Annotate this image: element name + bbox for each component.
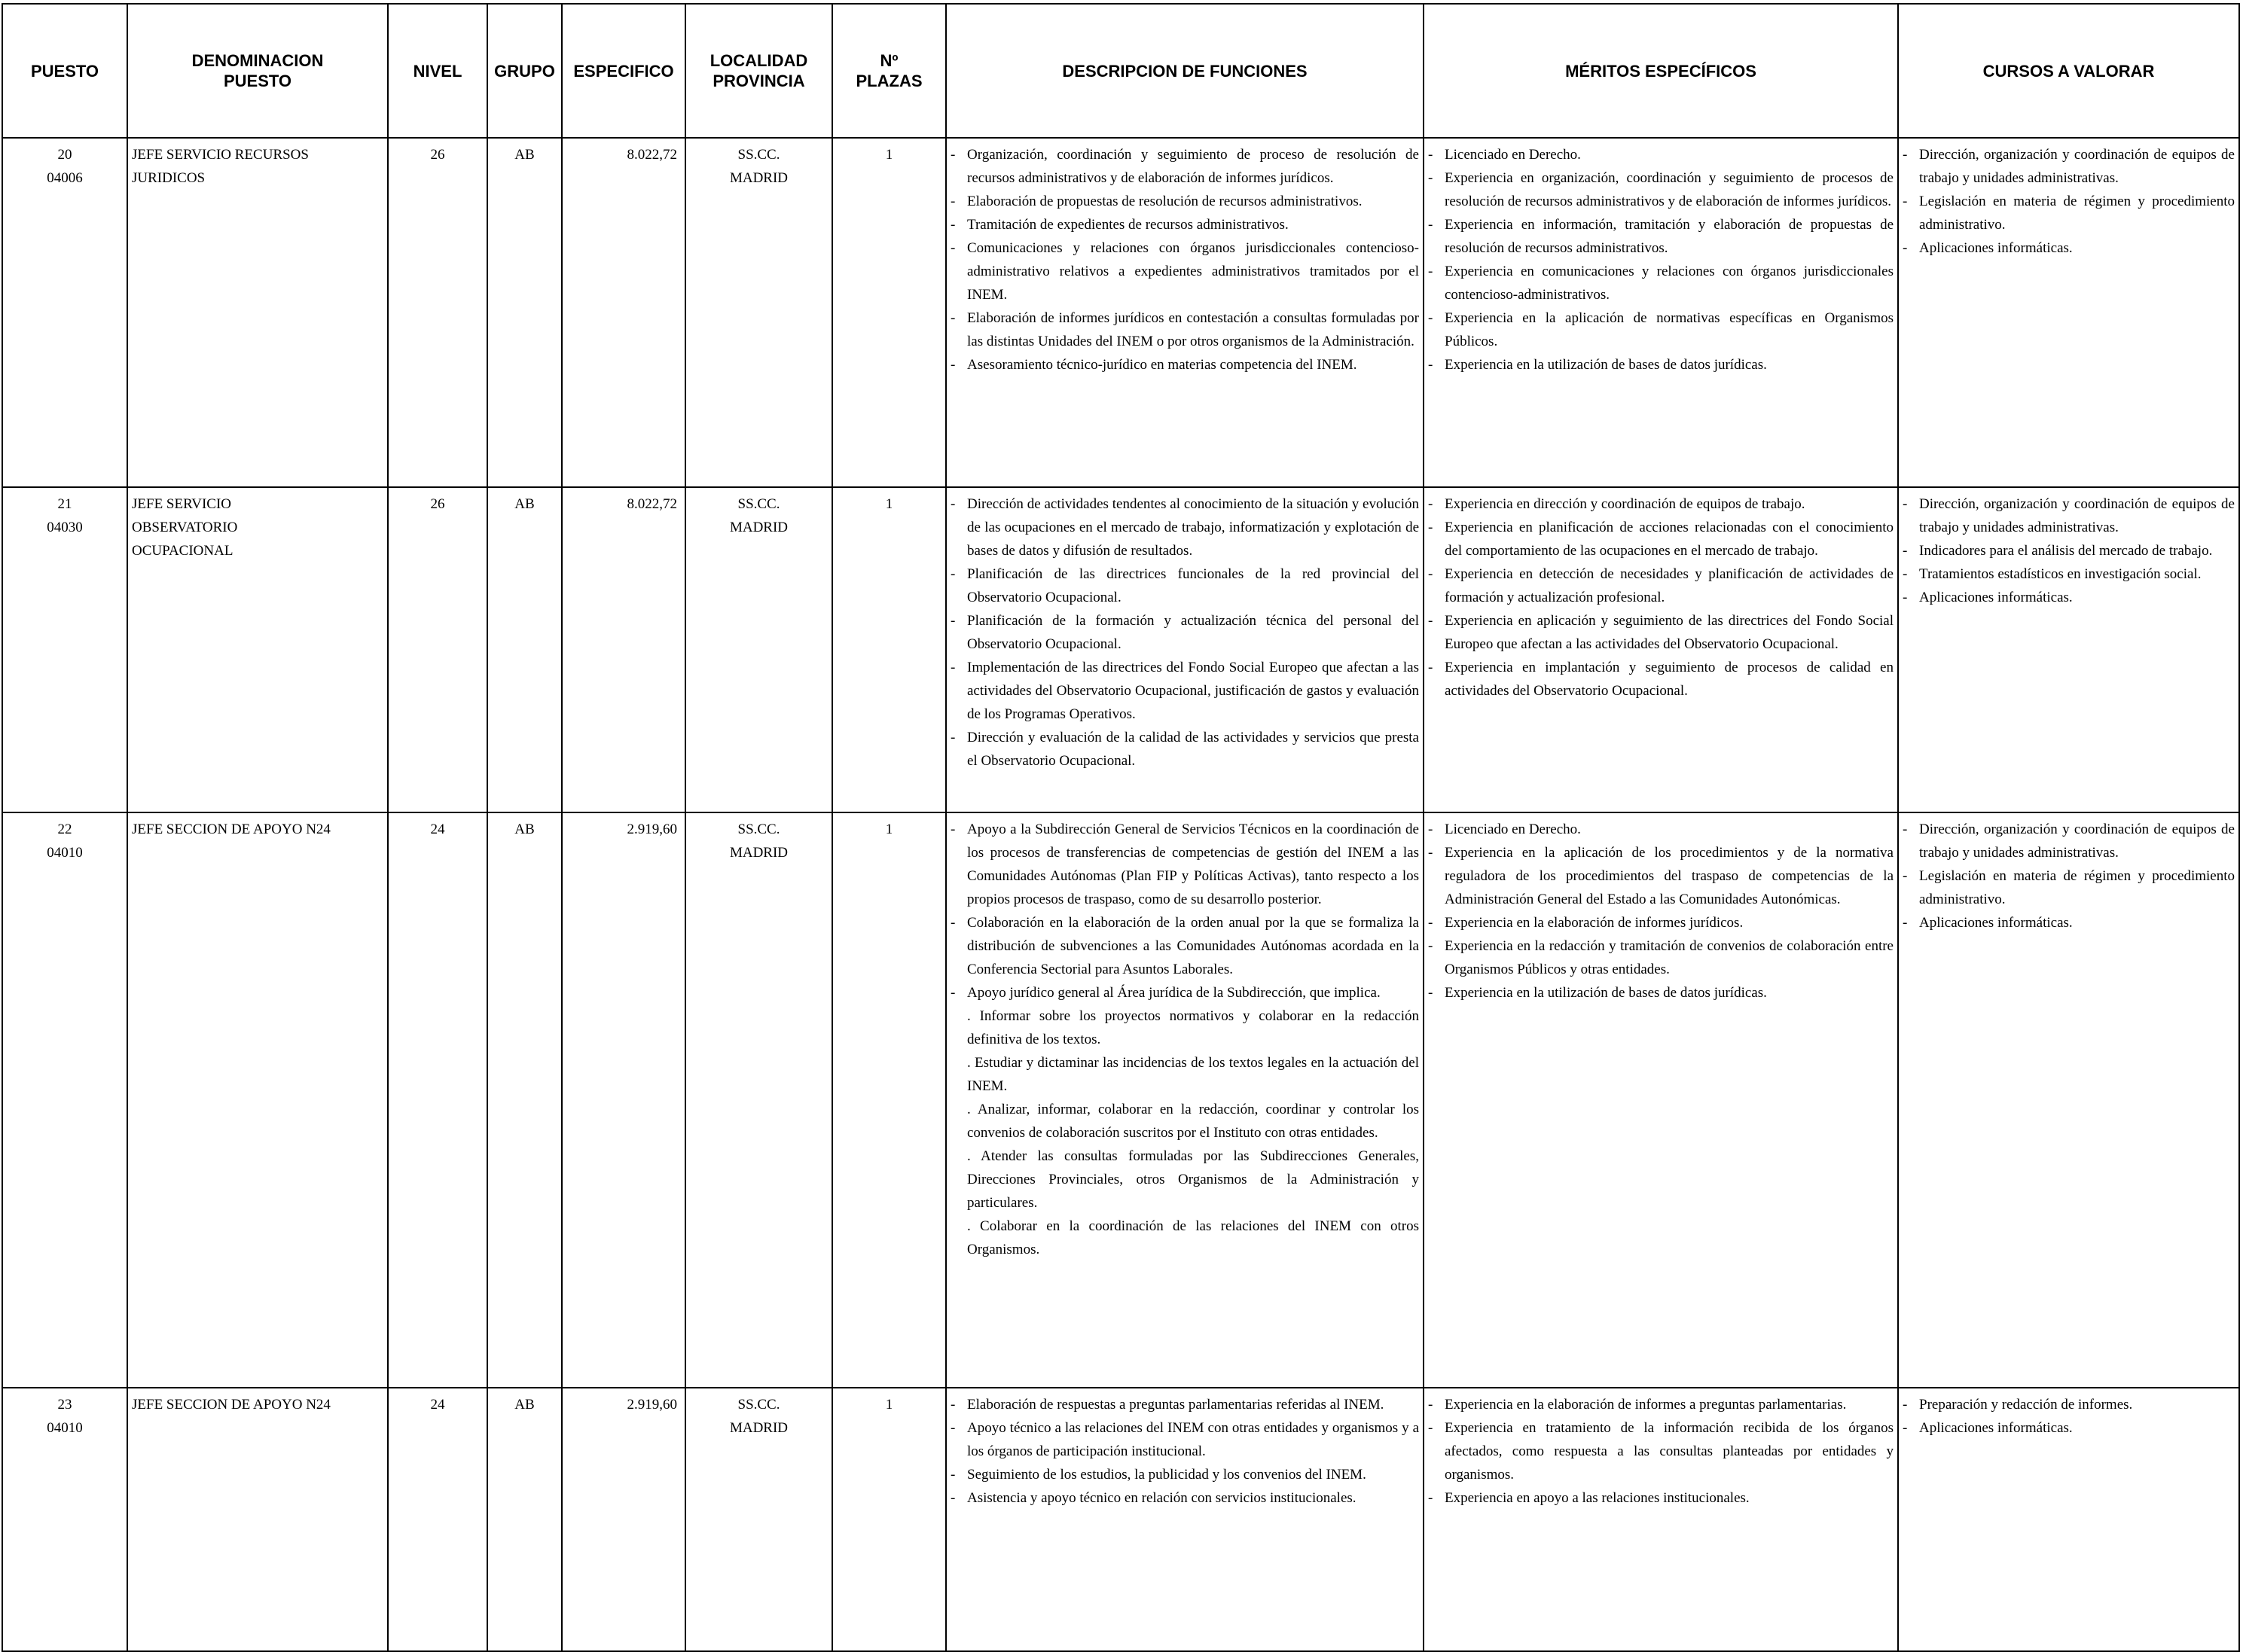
funciones-text: Elaboración de respuestas a preguntas parlamentarias referidas al INEM.: [967, 1397, 1384, 1413]
list-item: [1428, 306, 1894, 353]
cell-localidad: [685, 138, 832, 487]
list-item: [951, 306, 1419, 353]
cell-puesto: [2, 487, 127, 812]
cursos-list: [1903, 492, 2235, 609]
bullet-dash: -: [951, 915, 956, 931]
cell-funciones: [946, 487, 1424, 812]
puesto-number: 22: [57, 821, 72, 837]
puesto-code: 04010: [47, 845, 83, 861]
cell-puesto: [2, 1388, 127, 1651]
puesto-number: 23: [57, 1397, 72, 1413]
bullet-dash: -: [1428, 613, 1433, 629]
list-item: [1428, 143, 1894, 166]
bullet-dash: -: [1428, 217, 1433, 233]
cell-especifico: [562, 812, 685, 1388]
bullet-dash: -: [951, 1397, 956, 1413]
puesto-code: 04010: [47, 1420, 83, 1436]
bullet-dash: -: [1903, 1397, 1908, 1413]
meritos-text: Experiencia en apoyo a las relaciones institucionales.: [1445, 1490, 1750, 1506]
cell-meritos: [1424, 138, 1898, 487]
denominacion-line: JEFE SERVICIO RECURSOS: [132, 147, 309, 163]
list-item: [1903, 1416, 2235, 1440]
list-item: [951, 1215, 1419, 1261]
cell-nivel: [388, 138, 487, 487]
cell-puesto: [2, 812, 127, 1388]
bullet-dash: -: [951, 1490, 956, 1506]
list-item: [951, 981, 1419, 1004]
bullet-dash: -: [1428, 520, 1433, 535]
denominacion-line: JEFE SECCION DE APOYO N24: [132, 1397, 331, 1413]
cell-funciones: [946, 1388, 1424, 1651]
meritos-text: Experiencia en la redacción y tramitación de convenios de colaboración entre Organismos Públicos y otras entidades.: [1445, 938, 1894, 977]
bullet-dash: -: [951, 660, 956, 675]
nivel-value: 26: [430, 147, 445, 163]
table-row: [2, 138, 2239, 487]
list-item: [951, 726, 1419, 773]
bullet-dash: -: [951, 1420, 956, 1436]
bullet-dash: -: [951, 613, 956, 629]
list-item: [951, 1463, 1419, 1486]
list-item: [1428, 516, 1894, 562]
nivel-value: 24: [430, 1397, 445, 1413]
funciones-text: Apoyo jurídico general al Área jurídica de la Subdirección, que implica.: [967, 985, 1381, 1001]
bullet-dash: -: [1428, 1420, 1433, 1436]
cursos-text: Aplicaciones informáticas.: [1919, 1420, 2073, 1436]
list-item: [951, 492, 1419, 562]
table-row: [2, 812, 2239, 1388]
funciones-text: . Estudiar y dictaminar las incidencias de los textos legales en la actuación del INEM.: [967, 1055, 1419, 1094]
especifico-value: 8.022,72: [627, 496, 677, 512]
list-item: [1428, 934, 1894, 981]
cell-cursos: [1898, 1388, 2239, 1651]
cursos-list: [1903, 818, 2235, 934]
list-item: [1903, 143, 2235, 190]
table-row: [2, 487, 2239, 812]
col-header-puesto: PUESTO: [2, 4, 127, 138]
funciones-text: . Atender las consultas formuladas por las Subdirecciones Generales, Direcciones Provinciales, otros Organismos de la Administración y particulares.: [967, 1148, 1419, 1211]
cell-grupo: [487, 812, 562, 1388]
funciones-text: . Colaborar en la coordinación de las relaciones del INEM con otros Organismos.: [967, 1218, 1419, 1257]
cursos-text: Tratamientos estadísticos en investigación social.: [1919, 566, 2202, 582]
cell-cursos: [1898, 138, 2239, 487]
list-item: [1903, 539, 2235, 562]
localidad-value: SS.CC.: [737, 1397, 780, 1413]
cursos-text: Aplicaciones informáticas.: [1919, 240, 2073, 256]
bullet-dash: -: [1428, 821, 1433, 837]
list-item: [1428, 656, 1894, 703]
grupo-value: AB: [514, 821, 535, 837]
meritos-text: Licenciado en Derecho.: [1445, 147, 1581, 163]
list-item: [1428, 1416, 1894, 1486]
funciones-text: Apoyo técnico a las relaciones del INEM con otras entidades y organismos y a los órganos de participación institucional.: [967, 1420, 1419, 1459]
funciones-list: [951, 1393, 1419, 1510]
puesto-number: 20: [57, 147, 72, 163]
cell-plazas: [832, 487, 946, 812]
list-item: [1903, 1393, 2235, 1416]
meritos-text: Experiencia en la aplicación de normativas específicas en Organismos Públicos.: [1445, 310, 1894, 349]
especifico-value: 2.919,60: [627, 821, 677, 837]
bullet-dash: -: [1428, 357, 1433, 373]
list-item: [951, 1486, 1419, 1510]
list-item: [1428, 609, 1894, 656]
meritos-list: [1428, 143, 1894, 376]
list-item: [1428, 353, 1894, 376]
cursos-text: Dirección, organización y coordinación de equipos de trabajo y unidades administrativas.: [1919, 496, 2235, 535]
cursos-text: Dirección, organización y coordinación de equipos de trabajo y unidades administrativas.: [1919, 147, 2235, 186]
cell-cursos: [1898, 812, 2239, 1388]
funciones-text: . Analizar, informar, colaborar en la redacción, coordinar y controlar los convenios de colaboración suscritos por el Instituto con otras entidades.: [967, 1102, 1419, 1141]
bullet-dash: -: [1428, 845, 1433, 861]
funciones-text: Dirección y evaluación de la calidad de las actividades y servicios que presta el Observatorio Ocupacional.: [967, 730, 1419, 769]
cursos-text: Legislación en materia de régimen y procedimiento administrativo.: [1919, 194, 2235, 233]
col-header-nivel: NIVEL: [388, 4, 487, 138]
meritos-text: Experiencia en planificación de acciones relacionadas con el conocimiento del comportamiento de las ocupaciones en el mercado de trabajo.: [1445, 520, 1894, 559]
col-header-cursos: CURSOS A VALORAR: [1898, 4, 2239, 138]
cursos-text: Legislación en materia de régimen y procedimiento administrativo.: [1919, 868, 2235, 907]
meritos-text: Experiencia en comunicaciones y relaciones con órganos jurisdiccionales contencioso-administrativos.: [1445, 264, 1894, 303]
list-item: [1428, 260, 1894, 306]
cell-especifico: [562, 138, 685, 487]
funciones-text: Asesoramiento técnico-jurídico en materias competencia del INEM.: [967, 357, 1357, 373]
bullet-dash: -: [951, 240, 956, 256]
meritos-list: [1428, 1393, 1894, 1510]
funciones-list: [951, 492, 1419, 773]
col-header-meritos: MÉRITOS ESPECÍFICOS: [1424, 4, 1898, 138]
puesto-number: 21: [57, 496, 72, 512]
cell-meritos: [1424, 812, 1898, 1388]
funciones-text: Planificación de las directrices funcionales de la red provincial del Observatorio Ocupacional.: [967, 566, 1419, 605]
bullet-dash: -: [1903, 868, 1908, 884]
cell-nivel: [388, 487, 487, 812]
bullet-dash: -: [1903, 496, 1908, 512]
list-item: [951, 818, 1419, 911]
provincia-value: MADRID: [729, 520, 789, 535]
bullet-dash: -: [1903, 147, 1908, 163]
cell-especifico: [562, 1388, 685, 1651]
cursos-text: Dirección, organización y coordinación de equipos de trabajo y unidades administrativas.: [1919, 821, 2235, 861]
cell-grupo: [487, 487, 562, 812]
meritos-text: Experiencia en la aplicación de los procedimientos y de la normativa reguladora de los procedimientos del traspaso de competencias de la Administración General del Estado a las Comunidades Autonómicas.: [1445, 845, 1894, 907]
cell-denominacion: [127, 812, 388, 1388]
funciones-text: Seguimiento de los estudios, la publicidad y los convenios del INEM.: [967, 1467, 1366, 1483]
cell-localidad: [685, 1388, 832, 1651]
especifico-value: 2.919,60: [627, 1397, 677, 1413]
provincia-value: MADRID: [729, 1420, 789, 1436]
col-header-grupo: GRUPO: [487, 4, 562, 138]
cell-grupo: [487, 138, 562, 487]
bullet-dash: -: [1428, 938, 1433, 954]
list-item: [1428, 1486, 1894, 1510]
list-item: [951, 236, 1419, 306]
job-positions-sheet: [2, 3, 2240, 1652]
localidad-value: SS.CC.: [737, 496, 780, 512]
denominacion-line: JEFE SERVICIO: [132, 496, 232, 512]
cell-cursos: [1898, 487, 2239, 812]
list-item: [1903, 236, 2235, 260]
cell-meritos: [1424, 487, 1898, 812]
bullet-dash: -: [1428, 660, 1433, 675]
list-item: [951, 190, 1419, 213]
list-item: [1903, 190, 2235, 236]
cell-denominacion: [127, 1388, 388, 1651]
funciones-text: Elaboración de propuestas de resolución de recursos administrativos.: [967, 194, 1363, 209]
puesto-code: 04030: [47, 520, 83, 535]
list-item: [951, 1416, 1419, 1463]
cursos-text: Indicadores para el análisis del mercado de trabajo.: [1919, 543, 2213, 559]
list-item: [951, 1004, 1419, 1051]
cell-localidad: [685, 812, 832, 1388]
plazas-value: 1: [885, 1397, 893, 1413]
list-item: [1903, 818, 2235, 864]
funciones-text: Tramitación de expedientes de recursos administrativos.: [967, 217, 1289, 233]
cursos-text: Aplicaciones informáticas.: [1919, 590, 2073, 605]
funciones-text: Colaboración en la elaboración de la orden anual por la que se formaliza la distribución de subvenciones a las Comunidades Autónomas acordada en la Conferencia Sectorial para Asuntos Laborales.: [967, 915, 1419, 977]
bullet-dash: -: [1428, 264, 1433, 279]
col-header-plazas: Nº PLAZAS: [832, 4, 946, 138]
meritos-text: Licenciado en Derecho.: [1445, 821, 1581, 837]
especifico-value: 8.022,72: [627, 147, 677, 163]
col-header-denominacion: DENOMINACION PUESTO: [127, 4, 388, 138]
col-header-funciones: DESCRIPCION DE FUNCIONES: [946, 4, 1424, 138]
list-item: [1903, 864, 2235, 911]
funciones-list: [951, 143, 1419, 376]
list-item: [1428, 818, 1894, 841]
meritos-text: Experiencia en tratamiento de la información recibida de los órganos afectados, como respuesta a las consultas planteadas por entidades y organismos.: [1445, 1420, 1894, 1483]
list-item: [1428, 841, 1894, 911]
funciones-list: [951, 818, 1419, 1261]
cell-funciones: [946, 138, 1424, 487]
list-item: [951, 1098, 1419, 1145]
funciones-text: Elaboración de informes jurídicos en contestación a consultas formuladas por las distintas Unidades del INEM o por otros organismos de la Administración.: [967, 310, 1419, 349]
bullet-dash: -: [951, 566, 956, 582]
plazas-value: 1: [885, 496, 893, 512]
denominacion-line: OCUPACIONAL: [132, 543, 233, 559]
funciones-text: Dirección de actividades tendentes al conocimiento de la situación y evolución de las ocupaciones en el mercado de trabajo, informatización y explotación de bases de datos y difusión de resultados.: [967, 496, 1419, 559]
bullet-dash: -: [1428, 1397, 1433, 1413]
list-item: [1428, 1393, 1894, 1416]
meritos-text: Experiencia en la elaboración de informes a preguntas parlamentarias.: [1445, 1397, 1847, 1413]
header-row: [2, 4, 2239, 138]
list-item: [951, 609, 1419, 656]
funciones-text: Implementación de las directrices del Fondo Social Europeo que afectan a las actividades del Observatorio Ocupacional, justificación de gastos y evaluación de los Programas Operativos.: [967, 660, 1419, 722]
list-item: [951, 213, 1419, 236]
nivel-value: 26: [430, 496, 445, 512]
cursos-list: [1903, 1393, 2235, 1440]
bullet-dash: -: [951, 496, 956, 512]
denominacion-line: OBSERVATORIO: [132, 520, 238, 535]
denominacion-line: JEFE SECCION DE APOYO N24: [132, 821, 331, 837]
grupo-value: AB: [514, 496, 535, 512]
cell-plazas: [832, 812, 946, 1388]
list-item: [1428, 166, 1894, 213]
provincia-value: MADRID: [729, 170, 789, 186]
list-item: [951, 562, 1419, 609]
table-row: [2, 1388, 2239, 1651]
funciones-text: Comunicaciones y relaciones con órganos jurisdiccionales contencioso-administrativo relativos a expedientes administrativos tramitados por el INEM.: [967, 240, 1419, 303]
cell-meritos: [1424, 1388, 1898, 1651]
meritos-text: Experiencia en organización, coordinación y seguimiento de procesos de resolución de recursos administrativos y de elaboración de informes jurídicos.: [1445, 170, 1894, 209]
bullet-dash: -: [1428, 566, 1433, 582]
bullet-dash: -: [951, 217, 956, 233]
bullet-dash: -: [951, 730, 956, 745]
list-item: [1428, 492, 1894, 516]
meritos-text: Experiencia en la utilización de bases de datos jurídicas.: [1445, 985, 1767, 1001]
grupo-value: AB: [514, 147, 535, 163]
meritos-list: [1428, 492, 1894, 703]
cell-funciones: [946, 812, 1424, 1388]
meritos-text: Experiencia en aplicación y seguimiento de las directrices del Fondo Social Europeo que afectan a las actividades del Observatorio Ocupacional.: [1445, 613, 1894, 652]
cell-nivel: [388, 1388, 487, 1651]
cell-denominacion: [127, 487, 388, 812]
funciones-text: Planificación de la formación y actualización técnica del personal del Observatorio Ocupacional.: [967, 613, 1419, 652]
list-item: [951, 1393, 1419, 1416]
meritos-text: Experiencia en dirección y coordinación de equipos de trabajo.: [1445, 496, 1805, 512]
meritos-list: [1428, 818, 1894, 1004]
plazas-value: 1: [885, 147, 893, 163]
bullet-dash: -: [1903, 915, 1908, 931]
list-item: [951, 656, 1419, 726]
list-item: [951, 1145, 1419, 1215]
cell-plazas: [832, 138, 946, 487]
bullet-dash: -: [1903, 240, 1908, 256]
localidad-value: SS.CC.: [737, 147, 780, 163]
bullet-dash: -: [951, 821, 956, 837]
table-body: [2, 138, 2239, 1651]
bullet-dash: -: [951, 147, 956, 163]
bullet-dash: -: [951, 985, 956, 1001]
list-item: [951, 353, 1419, 376]
cell-denominacion: [127, 138, 388, 487]
bullet-dash: -: [1903, 590, 1908, 605]
plazas-value: 1: [885, 821, 893, 837]
bullet-dash: -: [951, 357, 956, 373]
list-item: [1428, 213, 1894, 260]
cell-nivel: [388, 812, 487, 1388]
col-header-especifico: ESPECIFICO: [562, 4, 685, 138]
meritos-text: Experiencia en la utilización de bases de datos jurídicas.: [1445, 357, 1767, 373]
funciones-text: Apoyo a la Subdirección General de Servicios Técnicos en la coordinación de los procesos de transferencias de competencias de gestión del INEM a las Comunidades Autónomas (Plan FIP y Políticas Activas), tanto respecto a los propios procesos de traspaso, como de su desarrollo posterior.: [967, 821, 1419, 907]
cell-grupo: [487, 1388, 562, 1651]
bullet-dash: -: [1903, 543, 1908, 559]
bullet-dash: -: [1428, 496, 1433, 512]
list-item: [1428, 911, 1894, 934]
bullet-dash: -: [951, 194, 956, 209]
bullet-dash: -: [1903, 1420, 1908, 1436]
list-item: [1903, 562, 2235, 586]
cursos-text: Preparación y redacción de informes.: [1919, 1397, 2133, 1413]
bullet-dash: -: [951, 1467, 956, 1483]
bullet-dash: -: [1428, 985, 1433, 1001]
bullet-dash: -: [1428, 1490, 1433, 1506]
funciones-text: Asistencia y apoyo técnico en relación con servicios institucionales.: [967, 1490, 1356, 1506]
list-item: [1428, 562, 1894, 609]
bullet-dash: -: [1428, 915, 1433, 931]
bullet-dash: -: [1428, 147, 1433, 163]
list-item: [1903, 911, 2235, 934]
bullet-dash: -: [1903, 821, 1908, 837]
funciones-text: Organización, coordinación y seguimiento de proceso de resolución de recursos administrativos y de elaboración de informes jurídicos.: [967, 147, 1419, 186]
bullet-dash: -: [1428, 170, 1433, 186]
localidad-value: SS.CC.: [737, 821, 780, 837]
col-header-localidad: LOCALIDAD PROVINCIA: [685, 4, 832, 138]
bullet-dash: -: [1903, 566, 1908, 582]
puesto-code: 04006: [47, 170, 83, 186]
bullet-dash: -: [951, 310, 956, 326]
nivel-value: 24: [430, 821, 445, 837]
cell-plazas: [832, 1388, 946, 1651]
bullet-dash: -: [1428, 310, 1433, 326]
meritos-text: Experiencia en detección de necesidades y planificación de actividades de formación y actualización profesional.: [1445, 566, 1894, 605]
denominacion-line: JURIDICOS: [132, 170, 206, 186]
provincia-value: MADRID: [729, 845, 789, 861]
list-item: [1903, 586, 2235, 609]
meritos-text: Experiencia en información, tramitación y elaboración de propuestas de resolución de recursos administrativos.: [1445, 217, 1894, 256]
cell-localidad: [685, 487, 832, 812]
list-item: [951, 911, 1419, 981]
grupo-value: AB: [514, 1397, 535, 1413]
bullet-dash: -: [1903, 194, 1908, 209]
job-positions-table: [2, 3, 2240, 1652]
cell-puesto: [2, 138, 127, 487]
funciones-text: . Informar sobre los proyectos normativos y colaborar en la redacción definitiva de los textos.: [967, 1008, 1419, 1047]
list-item: [1903, 492, 2235, 539]
meritos-text: Experiencia en implantación y seguimiento de procesos de calidad en actividades del Observatorio Ocupacional.: [1445, 660, 1894, 699]
cell-especifico: [562, 487, 685, 812]
list-item: [951, 1051, 1419, 1098]
list-item: [1428, 981, 1894, 1004]
list-item: [951, 143, 1419, 190]
cursos-text: Aplicaciones informáticas.: [1919, 915, 2073, 931]
cursos-list: [1903, 143, 2235, 260]
meritos-text: Experiencia en la elaboración de informes jurídicos.: [1445, 915, 1744, 931]
